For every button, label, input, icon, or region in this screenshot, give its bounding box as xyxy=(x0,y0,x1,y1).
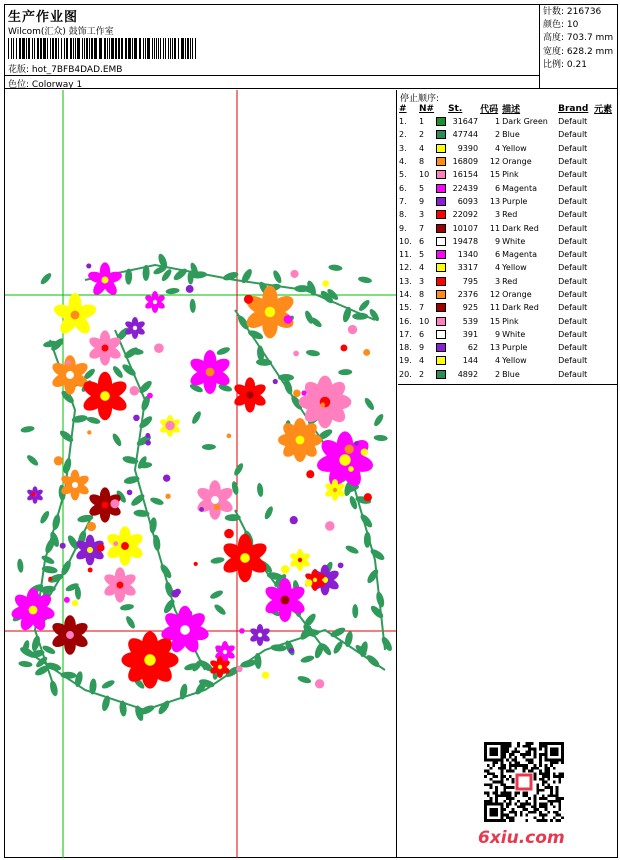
row-brand: Default xyxy=(558,157,588,167)
row-description: Blue xyxy=(502,369,520,379)
row-needle: 8 xyxy=(419,290,425,299)
row-code: 12 xyxy=(489,290,501,299)
row-needle: 3 xyxy=(419,210,425,220)
row-description: Pink xyxy=(502,170,519,180)
row-needle: 4 xyxy=(419,356,425,366)
table-row xyxy=(398,115,617,128)
row-brand: Default xyxy=(558,210,588,220)
color-swatch xyxy=(436,250,446,259)
row-description: Red xyxy=(502,276,518,286)
row-element xyxy=(593,195,617,208)
row-needle: 10 xyxy=(419,316,430,326)
row-index: 9. xyxy=(399,223,407,233)
row-swatch xyxy=(435,314,447,327)
row-brand: Default xyxy=(558,290,588,299)
row-swatch xyxy=(435,341,447,354)
row-needle: 5 xyxy=(419,250,425,260)
row-code: 4 xyxy=(494,263,501,273)
stop-sequence-table xyxy=(398,102,617,381)
table-row xyxy=(398,168,617,181)
row-description: White xyxy=(502,236,526,246)
row-brand: Default xyxy=(558,369,588,379)
row-element xyxy=(593,181,617,194)
row-stitches: 144 xyxy=(462,356,479,366)
row-swatch xyxy=(435,288,447,301)
row-code: 2 xyxy=(494,130,501,140)
color-swatch xyxy=(436,130,446,139)
row-index: 11. xyxy=(399,250,412,260)
row-swatch xyxy=(435,115,447,128)
color-swatch xyxy=(436,277,446,286)
table-row xyxy=(398,288,617,301)
color-swatch xyxy=(436,370,446,379)
row-brand: Default xyxy=(558,117,588,127)
color-swatch xyxy=(436,157,446,166)
row-swatch xyxy=(435,301,447,314)
table-row xyxy=(398,235,617,248)
row-description: White xyxy=(502,329,526,339)
table-header-row xyxy=(398,102,617,115)
color-swatch xyxy=(436,170,446,179)
stat-scale: 比例: 0.21 xyxy=(543,59,587,70)
row-code: 13 xyxy=(489,343,501,353)
stat-stitches: 针数: 216736 xyxy=(543,7,602,17)
row-stitches: 9390 xyxy=(457,143,479,153)
color-swatch xyxy=(436,303,446,312)
colorway-row xyxy=(5,75,540,90)
row-needle: 4 xyxy=(419,263,425,273)
row-brand: Default xyxy=(558,196,588,206)
row-stitches: 1340 xyxy=(457,250,479,260)
row-element xyxy=(593,155,617,168)
design-file-row xyxy=(5,62,540,75)
row-code: 15 xyxy=(489,170,501,180)
row-swatch xyxy=(435,155,447,168)
page-title: 生产作业图 xyxy=(8,10,79,25)
row-code: 13 xyxy=(489,196,501,206)
barcode-image xyxy=(8,38,196,59)
color-swatch xyxy=(436,343,446,352)
color-swatch xyxy=(436,117,446,126)
row-brand: Default xyxy=(558,223,588,233)
colorway-label: 色位: xyxy=(8,80,30,90)
qr-code-image xyxy=(484,742,564,822)
row-description: Dark Red xyxy=(502,303,539,313)
row-stitches: 391 xyxy=(462,329,479,339)
row-needle: 2 xyxy=(419,130,425,140)
col-description: 描述 xyxy=(502,105,521,115)
row-stitches: 4892 xyxy=(457,369,479,379)
row-brand: Default xyxy=(558,303,588,313)
row-needle: 1 xyxy=(419,117,425,127)
company-name: Wilcom(汇众) 鼓饰工作室 xyxy=(8,27,114,37)
table-divider xyxy=(398,384,617,385)
row-brand: Default xyxy=(558,143,588,153)
row-element xyxy=(593,275,617,288)
row-index: 5. xyxy=(399,170,407,180)
table-row xyxy=(398,275,617,288)
row-code: 12 xyxy=(489,157,501,167)
col-swatch xyxy=(435,102,447,115)
col-brand: Brand xyxy=(558,103,589,114)
row-element xyxy=(593,235,617,248)
row-brand: Default xyxy=(558,276,588,286)
row-index: 7. xyxy=(399,196,407,206)
row-stitches: 31647 xyxy=(452,117,479,127)
row-stitches: 10107 xyxy=(452,223,479,233)
row-index: 13. xyxy=(399,276,412,286)
row-swatch xyxy=(435,248,447,261)
row-code: 11 xyxy=(489,223,501,233)
row-index: 8. xyxy=(399,210,407,220)
table-row xyxy=(398,301,617,314)
color-swatch xyxy=(436,263,446,272)
table-row xyxy=(398,195,617,208)
row-description: Orange xyxy=(502,290,532,299)
row-element xyxy=(593,314,617,327)
embroidery-design-image xyxy=(5,90,397,858)
row-brand: Default xyxy=(558,170,588,180)
row-element xyxy=(593,261,617,274)
row-code: 2 xyxy=(494,369,501,379)
row-index: 15. xyxy=(399,303,412,313)
row-stitches: 47744 xyxy=(452,130,479,140)
stat-colors: 颜色: 10 xyxy=(543,20,579,31)
row-index: 2. xyxy=(399,130,407,140)
row-stitches: 925 xyxy=(462,303,479,313)
watermark-logo: 6xiu.com xyxy=(478,828,565,848)
row-description: Orange xyxy=(502,157,532,167)
row-stitches: 539 xyxy=(462,316,479,326)
row-description: Purple xyxy=(502,196,528,206)
row-code: 9 xyxy=(494,236,501,246)
row-swatch xyxy=(435,261,447,274)
row-swatch xyxy=(435,354,447,367)
row-index: 4. xyxy=(399,157,407,167)
table-row xyxy=(398,155,617,168)
color-swatch xyxy=(436,330,446,339)
table-row xyxy=(398,248,617,261)
row-brand: Default xyxy=(558,263,588,273)
row-needle: 6 xyxy=(419,236,425,246)
table-row xyxy=(398,128,617,141)
row-description: Yellow xyxy=(502,356,527,366)
row-description: Yellow xyxy=(502,263,527,273)
design-file-label: 花版: xyxy=(8,65,30,75)
stop-sequence-panel xyxy=(398,90,617,858)
table-row xyxy=(398,142,617,155)
row-code: 3 xyxy=(494,210,501,220)
row-description: Magenta xyxy=(502,250,537,260)
col-code: 代码 xyxy=(480,105,499,115)
row-stitches: 22092 xyxy=(452,210,479,220)
row-index: 14. xyxy=(399,290,412,299)
row-description: Blue xyxy=(502,130,520,140)
row-stitches: 3317 xyxy=(457,263,479,273)
row-index: 1. xyxy=(399,117,407,127)
row-stitches: 2376 xyxy=(457,290,479,299)
table-row xyxy=(398,181,617,194)
row-element xyxy=(593,354,617,367)
color-swatch xyxy=(436,224,446,233)
color-swatch xyxy=(436,144,446,153)
row-code: 15 xyxy=(489,316,501,326)
row-code: 4 xyxy=(494,143,501,153)
row-brand: Default xyxy=(558,130,588,140)
color-swatch xyxy=(436,210,446,219)
row-code: 6 xyxy=(494,183,501,193)
row-swatch xyxy=(435,235,447,248)
row-swatch xyxy=(435,208,447,221)
row-swatch xyxy=(435,328,447,341)
row-stitches: 16154 xyxy=(452,170,479,180)
row-element xyxy=(593,168,617,181)
row-swatch xyxy=(435,275,447,288)
row-element xyxy=(593,142,617,155)
color-swatch xyxy=(436,290,446,299)
row-swatch xyxy=(435,168,447,181)
table-row xyxy=(398,261,617,274)
row-stitches: 19478 xyxy=(452,236,479,246)
row-stitches: 16809 xyxy=(452,157,479,167)
table-row xyxy=(398,221,617,234)
row-description: Magenta xyxy=(502,183,537,193)
row-stitches: 22439 xyxy=(452,183,479,193)
color-swatch xyxy=(436,237,446,246)
col-element: 元素 xyxy=(594,105,613,115)
row-element xyxy=(593,128,617,141)
table-row xyxy=(398,341,617,354)
row-description: Red xyxy=(502,210,518,220)
row-description: Yellow xyxy=(502,143,527,153)
row-swatch xyxy=(435,128,447,141)
row-swatch xyxy=(435,221,447,234)
color-swatch xyxy=(436,356,446,365)
row-description: Pink xyxy=(502,316,519,326)
row-index: 12. xyxy=(399,263,412,273)
table-row xyxy=(398,368,617,381)
row-code: 11 xyxy=(489,303,501,313)
sheet-header xyxy=(5,5,617,89)
row-description: Dark Green xyxy=(502,117,548,127)
row-element xyxy=(593,288,617,301)
table-row xyxy=(398,208,617,221)
row-needle: 4 xyxy=(419,143,425,153)
production-sheet xyxy=(4,4,618,858)
col-index: # xyxy=(399,103,407,114)
color-swatch xyxy=(436,197,446,206)
row-element xyxy=(593,115,617,128)
row-brand: Default xyxy=(558,250,588,260)
row-swatch xyxy=(435,142,447,155)
row-needle: 7 xyxy=(419,303,425,313)
row-description: Dark Red xyxy=(502,223,539,233)
embroidery-preview xyxy=(5,90,397,858)
row-stitches: 795 xyxy=(462,276,479,286)
row-brand: Default xyxy=(558,316,588,326)
row-stitches: 62 xyxy=(467,343,479,353)
row-code: 3 xyxy=(494,276,501,286)
table-row xyxy=(398,354,617,367)
stop-sequence-title: 停止顺序: xyxy=(400,94,440,104)
row-element xyxy=(593,221,617,234)
row-needle: 3 xyxy=(419,276,425,286)
row-code: 6 xyxy=(494,250,501,260)
row-brand: Default xyxy=(558,356,588,366)
col-stitches: St. xyxy=(448,103,463,114)
row-element xyxy=(593,328,617,341)
row-needle: 9 xyxy=(419,343,425,353)
row-needle: 5 xyxy=(419,183,425,193)
row-index: 17. xyxy=(399,329,412,339)
row-brand: Default xyxy=(558,329,588,339)
table-row xyxy=(398,328,617,341)
col-needle: N# xyxy=(419,103,435,114)
row-index: 16. xyxy=(399,316,412,326)
row-needle: 2 xyxy=(419,369,425,379)
row-element xyxy=(593,248,617,261)
row-brand: Default xyxy=(558,343,588,353)
row-index: 18. xyxy=(399,343,412,353)
row-description: Purple xyxy=(502,343,528,353)
row-element xyxy=(593,301,617,314)
row-needle: 10 xyxy=(419,170,430,180)
row-index: 3. xyxy=(399,143,407,153)
row-code: 9 xyxy=(494,329,501,339)
stat-width: 宽度: 628.2 mm xyxy=(543,46,614,57)
row-element xyxy=(593,341,617,354)
color-swatch xyxy=(436,317,446,326)
row-needle: 6 xyxy=(419,329,425,339)
header-info xyxy=(5,5,540,89)
row-swatch xyxy=(435,195,447,208)
row-swatch xyxy=(435,368,447,381)
row-swatch xyxy=(435,181,447,194)
row-element xyxy=(593,368,617,381)
table-row xyxy=(398,314,617,327)
colorway-value: Colorway 1 xyxy=(31,80,83,90)
row-index: 10. xyxy=(399,236,412,246)
row-code: 1 xyxy=(494,117,501,127)
row-needle: 7 xyxy=(419,223,425,233)
design-stats xyxy=(543,6,613,72)
row-brand: Default xyxy=(558,183,588,193)
row-stitches: 6093 xyxy=(457,196,479,206)
row-index: 19. xyxy=(399,356,412,366)
row-index: 20. xyxy=(399,369,412,379)
row-needle: 8 xyxy=(419,157,425,167)
row-index: 6. xyxy=(399,183,407,193)
color-swatch xyxy=(436,184,446,193)
row-element xyxy=(593,208,617,221)
design-file-value: hot_7BFB4DAD.EMB xyxy=(31,65,123,75)
stat-height: 高度: 703.7 mm xyxy=(543,33,614,44)
row-needle: 9 xyxy=(419,196,425,206)
row-code: 4 xyxy=(494,356,501,366)
row-brand: Default xyxy=(558,236,588,246)
